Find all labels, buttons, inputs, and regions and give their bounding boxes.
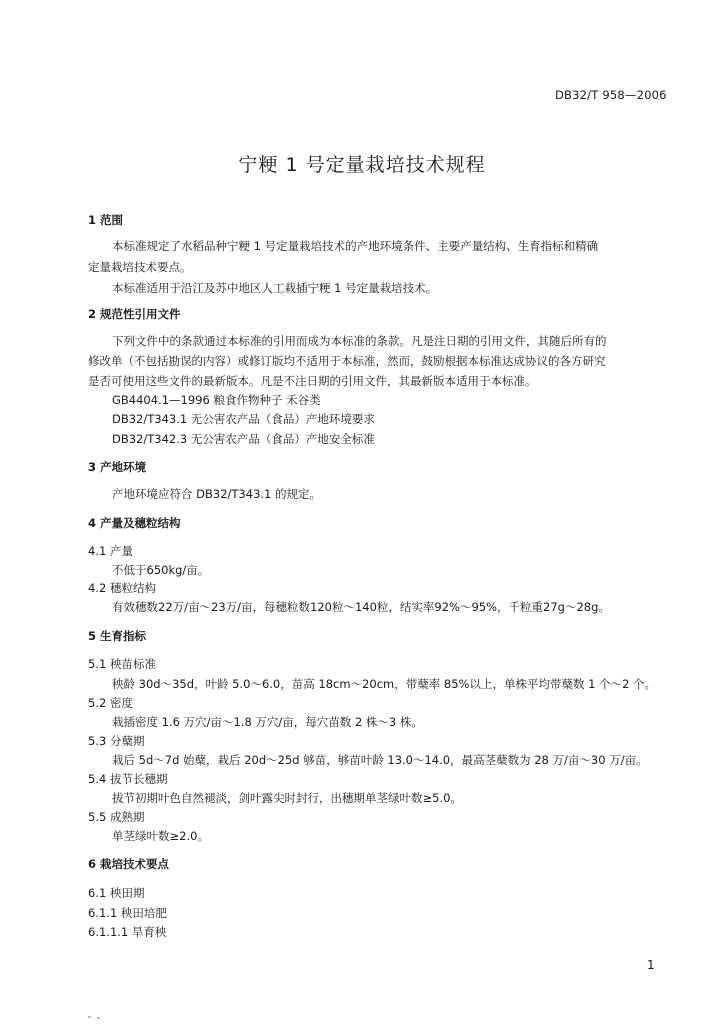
reference-item: DB32/T343.1 无公害农产品（食品）产地环境要求 xyxy=(112,412,375,426)
paragraph-line: 产地环境应符合 DB32/T343.1 的规定。 xyxy=(112,487,322,501)
document-title: 宁粳 1 号定量栽培技术规程 xyxy=(238,154,486,176)
subsection-heading: 5.5 成熟期 xyxy=(88,810,145,824)
paragraph-line: 栽后 5d～7d 始蘖，栽后 20d～25d 够苗，够苗叶龄 13.0～14.0，最高茎蘖数为 28 万/亩～30 万/亩。 xyxy=(112,753,648,767)
paragraph-line: 本标准适用于沿江及苏中地区人工栽插宁粳 1 号定量栽培技术。 xyxy=(112,281,438,295)
subsection-heading: 6.1.1.1 旱育秧 xyxy=(88,925,167,939)
scan-artifact xyxy=(97,1017,100,1019)
reference-item: GB4404.1—1996 粮食作物种子 禾谷类 xyxy=(112,393,321,407)
standard-number: DB32/T 958—2006 xyxy=(555,88,667,102)
paragraph-line: 单茎绿叶数≥2.0。 xyxy=(112,829,209,843)
paragraph-line: 不低于650kg/亩。 xyxy=(112,563,210,577)
section-3-heading: 3 产地环境 xyxy=(88,460,147,474)
section-6-heading: 6 栽培技术要点 xyxy=(88,857,170,871)
section-5-heading: 5 生育指标 xyxy=(88,629,147,643)
paragraph-line: 本标准规定了水稻品种宁粳 1 号定量栽培技术的产地环境条件、主要产量结构、生育指标和精确 xyxy=(112,239,599,253)
subsection-heading: 5.3 分蘖期 xyxy=(88,734,145,748)
subsection-heading: 5.1 秧苗标准 xyxy=(88,657,156,671)
section-2-heading: 2 规范性引用文件 xyxy=(88,307,181,321)
subsection-heading: 5.4 拔节长穗期 xyxy=(88,772,168,786)
reference-item: DB32/T342.3 无公害农产品（食品）产地安全标准 xyxy=(112,432,375,446)
subsection-heading: 5.2 密度 xyxy=(88,696,133,710)
section-4-heading: 4 产量及穗粒结构 xyxy=(88,516,181,530)
subsection-heading: 6.1.1 秧田培肥 xyxy=(88,906,167,920)
paragraph-line: 是否可使用这些文件的最新版本。凡是不注日期的引用文件，其最新版本适用于本标准。 xyxy=(88,374,537,388)
paragraph-line: 秧龄 30d～35d，叶龄 5.0～6.0，苗高 18cm～20cm，带蘖率 85%以上，单株平均带蘖数 1 个～2 个。 xyxy=(112,677,657,691)
paragraph-line: 有效穗数22万/亩～23万/亩，每穗粒数120粒～140粒，结实率92%～95%，千粒重27g～28g。 xyxy=(112,600,610,614)
paragraph-line: 拔节初期叶色自然褪淡，剑叶露尖时封行，出穗期单茎绿叶数≥5.0。 xyxy=(112,791,462,805)
paragraph-line: 定量栽培技术要点。 xyxy=(88,260,192,274)
scan-artifact xyxy=(88,1016,91,1018)
paragraph-line: 栽插密度 1.6 万穴/亩～1.8 万穴/亩，每穴苗数 2 株～3 株。 xyxy=(112,715,423,729)
subsection-heading: 4.1 产量 xyxy=(88,544,133,558)
subsection-heading: 6.1 秧田期 xyxy=(88,886,145,900)
subsection-heading: 4.2 穗粒结构 xyxy=(88,581,156,595)
paragraph-line: 修改单（不包括勘误的内容）或修订版均不适用于本标准，然而，鼓励根据本标准达成协议的各方研究 xyxy=(88,354,606,368)
section-1-heading: 1 范围 xyxy=(88,213,124,227)
paragraph-line: 下列文件中的条款通过本标准的引用而成为本标准的条款。凡是注日期的引用文件，其随后所有的 xyxy=(112,334,607,348)
page-number: 1 xyxy=(647,958,655,972)
